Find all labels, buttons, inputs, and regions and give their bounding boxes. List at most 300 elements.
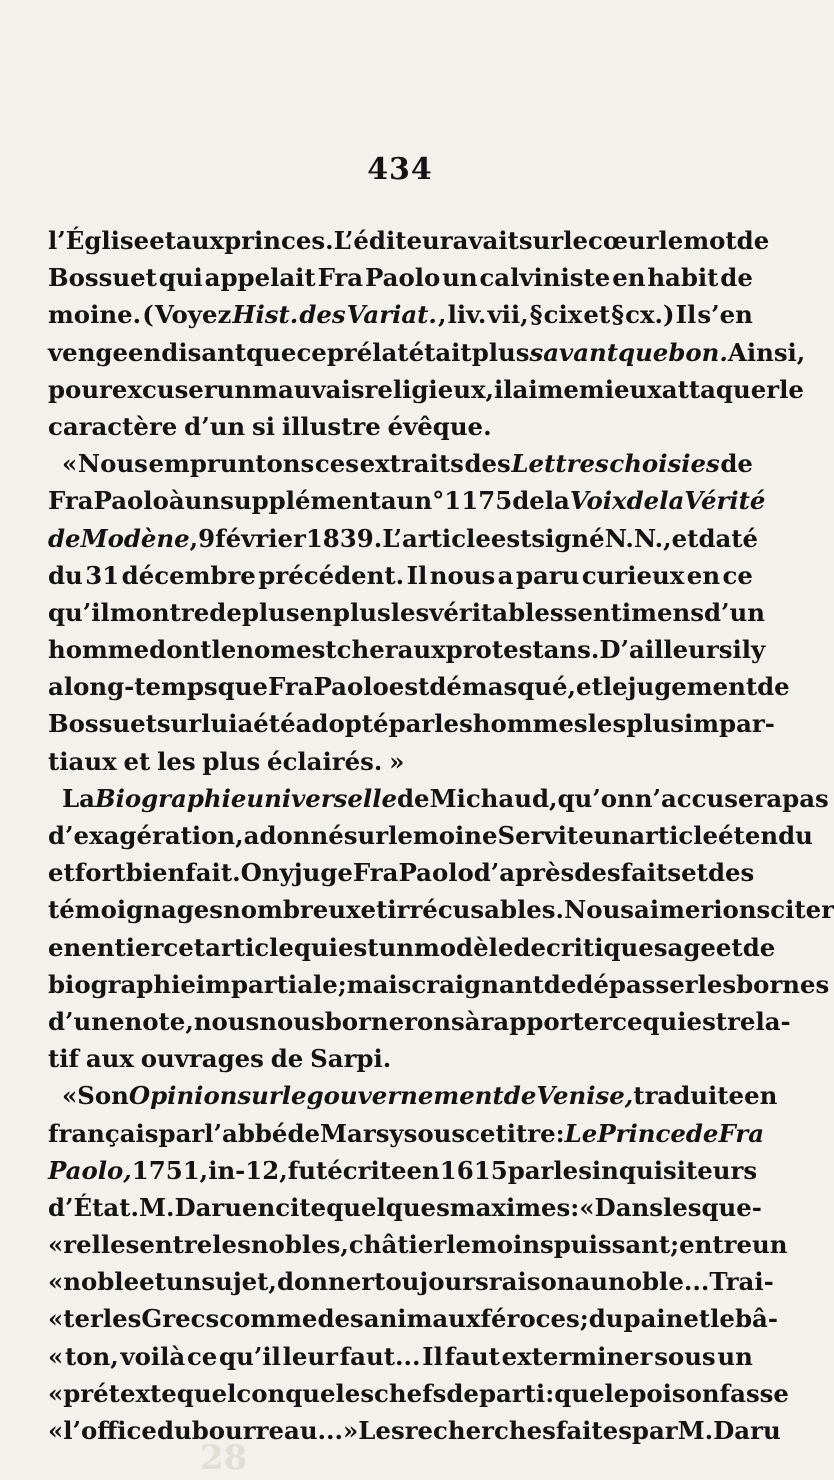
word: l’office (63, 1416, 157, 1445)
word: princes. (224, 226, 334, 255)
word: pour (48, 374, 112, 404)
word: le (563, 226, 589, 255)
word: rela- (727, 1006, 791, 1036)
word: Marsy (320, 1118, 404, 1148)
text-line (48, 1263, 774, 1300)
text-line (48, 557, 753, 594)
word: « (48, 1230, 64, 1260)
word: daté (698, 523, 759, 553)
text-line (48, 1226, 788, 1263)
word: de (287, 1118, 321, 1148)
word: leur (282, 1341, 338, 1371)
word: : (570, 1192, 580, 1222)
word: les (390, 597, 430, 627)
word: Servite (497, 821, 594, 850)
text-line (48, 631, 766, 668)
word: ce (722, 560, 753, 590)
word: citer (770, 895, 834, 925)
word: cite (275, 1192, 327, 1222)
word: voilà (120, 1341, 186, 1371)
word: Bossuet (48, 263, 157, 293)
word: § (611, 300, 625, 330)
word: cœur (588, 226, 659, 255)
word: ; (670, 1230, 680, 1260)
word: noble (63, 1267, 140, 1297)
word: précédent. (258, 560, 405, 590)
word: féroces (480, 1304, 580, 1334)
text-line (48, 668, 790, 705)
word: sentimens (563, 597, 704, 627)
italic-word: Biographie (94, 783, 247, 813)
word: la (544, 486, 570, 516)
word: sous (403, 1118, 466, 1148)
word: sujet, (201, 1267, 277, 1297)
word: sous (654, 1341, 716, 1371)
word: Fra (267, 672, 314, 702)
word: excuser (111, 374, 217, 404)
word: extraits (359, 449, 464, 479)
word: n’accusera (634, 783, 783, 813)
word: titre (495, 1118, 556, 1148)
word: de (736, 226, 770, 255)
word: en (744, 1081, 778, 1111)
word: le (658, 226, 684, 255)
word: ( (142, 300, 154, 330)
word: n° (414, 486, 445, 516)
word: appelait (204, 263, 316, 293)
text-line (48, 1189, 762, 1226)
word: en (128, 337, 162, 367)
italic-word: Vérité (684, 486, 766, 516)
word: de (720, 449, 753, 479)
word: les (697, 969, 737, 999)
word: que (246, 337, 297, 367)
word: le (710, 1304, 735, 1334)
word: Paolo (313, 672, 389, 702)
word: La (62, 783, 95, 813)
word: plus (241, 597, 300, 627)
word: vii, (487, 300, 529, 330)
word: recherches (404, 1416, 556, 1445)
text-line (48, 445, 753, 482)
word: est (686, 1006, 728, 1036)
word: prétexte (63, 1378, 177, 1408)
word: poison (629, 1378, 720, 1408)
word: fort (74, 858, 126, 888)
text-line (48, 1115, 764, 1152)
word: donné (259, 821, 344, 850)
word: traduite (633, 1081, 745, 1111)
word: habit (647, 263, 719, 293)
word: plus (471, 337, 530, 367)
word: plus (332, 597, 391, 627)
word: et (139, 1267, 166, 1297)
text-line (48, 1003, 791, 1040)
word: du (156, 1416, 192, 1445)
word: nom (236, 635, 297, 665)
word: inquisiteurs (591, 1155, 758, 1185)
word: plus (202, 746, 261, 776)
word: des (464, 449, 511, 479)
word: ; (579, 1304, 589, 1334)
word: décembre (121, 560, 256, 590)
word: biographie (48, 969, 196, 999)
word: un (752, 1230, 788, 1260)
word: à (168, 486, 185, 516)
word: Paolo (398, 858, 474, 888)
word: ce (186, 1341, 218, 1371)
word: venge (48, 337, 128, 367)
word: et (123, 746, 151, 776)
word: empruntons (148, 449, 315, 479)
word: de (513, 932, 546, 962)
word: de (742, 932, 776, 962)
bleed-through-mark: 28 (200, 1438, 248, 1478)
word: le (779, 374, 804, 404)
word: est (490, 523, 532, 553)
word: il (493, 374, 513, 404)
word: les (662, 1192, 702, 1222)
italic-word: Le (564, 1118, 598, 1148)
word: 9 (198, 523, 216, 553)
word: Son (77, 1081, 129, 1111)
italic-word: de (685, 1118, 719, 1148)
italic-word: Opinion (128, 1081, 238, 1111)
italic-word: Variat. (346, 300, 437, 330)
word: prélat (326, 337, 409, 367)
word: le (602, 672, 628, 702)
word: il (732, 635, 751, 665)
word: avait (452, 226, 519, 255)
word: et (671, 523, 699, 553)
word: quelques (326, 1192, 450, 1222)
word: signé (531, 523, 605, 553)
word: impartiale; (195, 969, 347, 999)
text-line (48, 817, 813, 854)
word: écrite (327, 1155, 407, 1185)
word: s’en (697, 300, 753, 330)
word: impar- (683, 709, 775, 739)
word: sur (343, 821, 389, 850)
word: Nous (564, 895, 635, 925)
word: y (750, 635, 766, 665)
word: un (165, 1267, 202, 1297)
word: d’une (48, 1006, 125, 1036)
italic-word: de (503, 1081, 537, 1111)
text-line (48, 1300, 778, 1337)
word: que (217, 672, 268, 702)
word: un (593, 821, 630, 850)
word: Paolo (364, 263, 441, 293)
word: étendu (718, 821, 813, 850)
word: L’article (382, 523, 491, 553)
word: ter (63, 1304, 103, 1334)
italic-word: le (281, 1081, 307, 1111)
word: de (209, 597, 242, 627)
word: critique (545, 932, 654, 962)
word: 31 (85, 560, 120, 590)
word: quelconque (176, 1378, 336, 1408)
text-line (48, 1338, 753, 1375)
word: a (48, 672, 64, 702)
word: fait. (185, 858, 241, 888)
word: est (337, 932, 379, 962)
word: moine (412, 821, 498, 850)
word: « (48, 1378, 64, 1408)
word: un (184, 486, 221, 516)
word: N., (633, 523, 672, 553)
word: Voyez (154, 300, 232, 330)
word: à (464, 1006, 481, 1036)
text-line (48, 594, 765, 631)
word: de (543, 969, 577, 999)
text-line (48, 520, 759, 557)
word: des (707, 858, 755, 888)
word: et (149, 226, 176, 255)
word: aux (85, 1044, 134, 1074)
word: et (683, 1304, 711, 1334)
word: et (715, 932, 743, 962)
word: faits (620, 858, 682, 888)
word: aime (512, 374, 579, 404)
word: Daru (713, 1416, 781, 1445)
word: liv. (447, 300, 487, 330)
word: le (604, 1378, 630, 1408)
word: pain (623, 1304, 684, 1334)
word: les (212, 1230, 251, 1260)
text-line (48, 296, 753, 333)
word: puissant (553, 1230, 671, 1260)
word: curieux (581, 560, 685, 590)
italic-word: Paolo, (48, 1155, 132, 1185)
word: article (629, 821, 719, 850)
word: illustre (281, 411, 381, 441)
word: irrécusables. (387, 895, 565, 925)
word: attaquer (661, 374, 780, 404)
word: faut (444, 1341, 500, 1371)
word: aux (175, 226, 225, 255)
word: mieux (578, 374, 662, 404)
word: qui (293, 932, 338, 962)
word: ton, (64, 1341, 119, 1371)
word: nous (259, 1006, 325, 1036)
word: » (389, 746, 405, 776)
word: cix (543, 300, 583, 330)
italic-word: bon. (668, 337, 728, 367)
word: tiaux (48, 746, 117, 776)
italic-word: Modène (80, 523, 190, 553)
word: par (507, 1155, 554, 1185)
word: L’éditeur (333, 226, 453, 255)
word: lui (201, 709, 238, 739)
word: nous (193, 1006, 260, 1036)
word: entre (139, 1230, 213, 1260)
word: toujours (374, 1267, 489, 1297)
word: M. (138, 1192, 175, 1222)
word: témoignages (48, 895, 224, 925)
word: : (555, 1118, 565, 1148)
word: mais (346, 969, 412, 999)
word: craignant (411, 969, 544, 999)
word: chefs (374, 1378, 447, 1408)
word: , (189, 523, 199, 553)
text-line (48, 854, 753, 891)
word: véritables (429, 597, 564, 627)
word: et (583, 300, 611, 330)
word: « (48, 1341, 64, 1371)
word: hommes (472, 709, 588, 739)
word: cher (336, 635, 398, 665)
text-line (48, 705, 775, 742)
word: y (279, 858, 294, 888)
word: qu’il (48, 597, 110, 627)
word: nombreux (223, 895, 361, 925)
word: un (442, 263, 478, 293)
word: par (631, 1416, 678, 1445)
italic-word: de (626, 486, 660, 516)
text-line (48, 222, 770, 259)
word: d’après (473, 858, 575, 888)
word: évêque. (387, 411, 492, 441)
word: homme (48, 635, 150, 665)
word: qu’on (557, 783, 635, 813)
word: a (243, 821, 260, 850)
word: « (48, 1267, 64, 1297)
word: bien (125, 858, 186, 888)
text-line (48, 1152, 758, 1189)
word: comme (219, 1304, 318, 1334)
word: Paolo (93, 486, 169, 516)
word: entre (679, 1230, 753, 1260)
word: que- (701, 1192, 762, 1222)
word: du (48, 560, 83, 590)
word: sur (518, 226, 564, 255)
word: éclairés. (267, 746, 383, 776)
word: ce (465, 1118, 496, 1148)
word: d’un (703, 597, 765, 627)
word: au (380, 486, 415, 516)
word: et (360, 895, 388, 925)
word: qui (642, 1006, 687, 1036)
word: Sarpi. (310, 1044, 392, 1074)
word: dépasser (576, 969, 698, 999)
word: est (388, 672, 430, 702)
word: et (48, 858, 75, 888)
word: le (388, 821, 413, 850)
italic-word: la (659, 486, 685, 516)
word: « (48, 1416, 64, 1445)
word: cet (163, 932, 206, 962)
word: mauvais (252, 374, 365, 404)
word: fut (287, 1155, 328, 1185)
word: entier (81, 932, 164, 962)
word: démasqué, (429, 672, 577, 702)
word: aimerions (634, 895, 771, 925)
word: M. (677, 1416, 714, 1445)
word: Fra (352, 858, 399, 888)
italic-word: choisies (609, 449, 720, 479)
word: aux (397, 635, 446, 665)
word: est (296, 635, 337, 665)
word: § (529, 300, 543, 330)
text-line (48, 891, 834, 928)
word: un (717, 1341, 753, 1371)
italic-word: Prince (597, 1118, 686, 1148)
word: été (253, 709, 296, 739)
page-number: 434 (367, 152, 433, 187)
word: ce (612, 1006, 643, 1036)
word: « (579, 1192, 595, 1222)
word: ces (314, 449, 359, 479)
word: protestans. (445, 635, 600, 665)
word: juge (293, 858, 353, 888)
word: en (406, 1155, 440, 1185)
word: Il (406, 560, 428, 590)
word: du (588, 1304, 624, 1334)
word: bornes (736, 969, 830, 999)
italic-word: savant (529, 337, 619, 367)
word: les (335, 1378, 375, 1408)
word: par (158, 1118, 205, 1148)
word: « (62, 1081, 78, 1111)
word: les (553, 1155, 592, 1185)
word: février (215, 523, 306, 553)
word: de (512, 486, 545, 516)
italic-word: Voix (569, 486, 627, 516)
word: les (157, 746, 196, 776)
word: au (574, 1267, 608, 1297)
word: français (48, 1118, 159, 1148)
word: qu’il (219, 1341, 281, 1371)
word: relles (63, 1230, 140, 1260)
word: » (343, 1416, 359, 1445)
word: montre (109, 597, 210, 627)
word: des (317, 1304, 364, 1334)
word: sage (653, 932, 716, 962)
word: en (612, 263, 646, 293)
word: caractère (48, 411, 178, 441)
word: disant (161, 337, 247, 367)
word: On (240, 858, 280, 888)
text-line (48, 1040, 753, 1077)
word: a (497, 560, 514, 590)
word: moine. (48, 300, 142, 330)
word: châtier (348, 1230, 447, 1260)
word: long-temps (63, 672, 218, 702)
word: D’ailleurs (599, 635, 733, 665)
word: Bossuet (48, 709, 157, 739)
word: en (242, 1192, 276, 1222)
word: 1615 (439, 1155, 508, 1185)
word: religieux, (364, 374, 494, 404)
word: des (574, 858, 621, 888)
word: les (587, 709, 627, 739)
word: était (408, 337, 472, 367)
word: dont (149, 635, 212, 665)
word: le (211, 635, 237, 665)
word: donner (276, 1267, 375, 1297)
body-text (48, 222, 834, 1449)
word: mot (683, 226, 737, 255)
word: en (299, 597, 333, 627)
word: d’un (184, 411, 246, 441)
word: bourreau... (191, 1416, 344, 1445)
word: , (438, 300, 447, 330)
word: en (48, 932, 82, 962)
text-line (48, 929, 776, 966)
text-line (48, 334, 806, 371)
word: calviniste (479, 263, 611, 293)
